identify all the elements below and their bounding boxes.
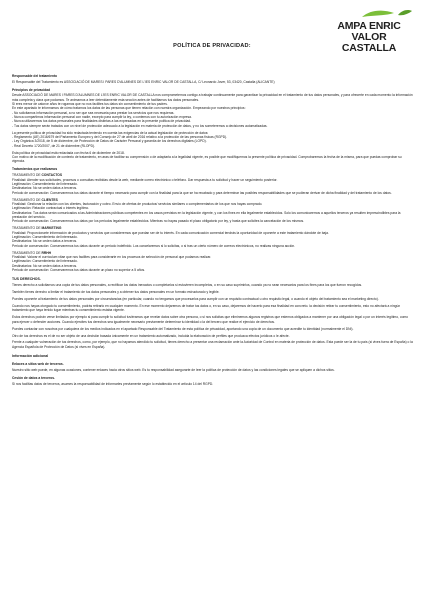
fecha-line: Esta política de privacidad está redactada con fecha 6 de diciembre de 2018. (12, 150, 125, 155)
principios-line: - Nunca compartimos información personal con nadie, excepto para cumplir la ley, o contemos con tu autorización expresa. (12, 115, 192, 120)
cesion-text: Si nos facilitas datos de terceros, asumes la responsabilidad de informarles previamente según lo establecido en el artículo 14 del RGPD. (12, 381, 214, 386)
tratamiento-line: Legitimación: Consentimiento del interesado. (12, 181, 78, 186)
enlaces-heading: Enlaces a sitios web de terceros. (12, 362, 64, 367)
brand-logo (324, 7, 414, 65)
tratamiento-name: RRHH (41, 250, 52, 255)
tratamiento-name: CLIENTES (41, 197, 58, 202)
normativa-line: - Real Decreto 1720/2007, de 21 de diciembre (RLOPD). (12, 143, 96, 148)
principios-line: - Nunca utilizaremos tus datos personales para finalidades distintas a las expresadas en la presente política de privacidad. (12, 119, 192, 124)
tratamiento-line: Destinatarios: Tus datos serán comunicados a las Administraciones públicas competentes en los casos previstos en la legislación vigente, y con los fines en ella legalmente establecidos. Solo los comunicaremos a aquellos terceros ya resulten imprescindibles para la prestación del servicio. (12, 210, 401, 219)
tratamiento-name: MARKETING (41, 226, 62, 231)
logo-line-2: VALOR CASTALLA (341, 31, 397, 54)
tratamiento-line: Destinatarios: No se ceden datos a terceros. (12, 186, 78, 191)
tratamientos-heading: Tratamientos que realizamos (12, 167, 58, 172)
tratamiento-prefix: TRATAMIENTO DE (12, 250, 42, 255)
enlaces-text: Nuestro sitio web puede, en algunas ocasiones, contener enlaces hacia otros sitios web. Es tu responsabilidad asegurarte de leer la política de protección de datos y las condiciones legales que se apliquen a dichos sitios. (12, 367, 335, 372)
tratamiento-prefix: TRATAMIENTO DE (12, 173, 42, 178)
tratamiento-line: Destinatarios: No se ceden datos a terceros. (12, 239, 78, 244)
adicional-heading: Información adicional (12, 354, 49, 359)
tratamiento-line: Finalidad: Valorar el currículum vitae que nos facilites para considerarte en los procesos de selección de personal que podamos realizar. (12, 254, 212, 259)
principios-line: En este apartado te informamos de cómo tratamos los datos de las personas que tienen relación con nuestra organización. Empezando por nuestros principios: (12, 106, 246, 111)
principios-line: - Tus datos siempre serán tratados con un nivel de protección adecuado a la legislación en materia de protección de datos, y no los someteremos a decisiones automatizadas. (12, 123, 268, 128)
tratamiento-line: Legitimación: Relación contractual o interés legítimo. (12, 206, 90, 211)
policy-content (12, 74, 414, 386)
tratamiento-name: CONTACTOS (41, 173, 63, 178)
responsable-heading: Responsable del tratamiento (12, 74, 58, 78)
normativa-line: - Ley Orgánica 3/2018, de 5 de diciembre, de Protección de Datos de Carácter Personal y garantía de los derechos digitales (LOPD). (12, 139, 207, 144)
tratamiento-line: Destinatarios: No se ceden datos a terceros. (12, 263, 78, 268)
cesion-heading: Cesión de datos a terceros. (12, 375, 56, 380)
tratamiento-line: Finalidad: Atender sus solicitudes, procesos o consultas recibidas desde la web, mediante correo electrónico o teléfono. Dar respuesta a tu solicitud y hacer un seguimiento posterior. (12, 177, 278, 182)
derechos-heading: TUS DERECHOS. (12, 277, 41, 282)
responsable-text: El Responsable del Tratamiento es ASSOCIACIÓ DE MARES I PARES D'ALUMNES DE L'IES ENRIC VALOR DE CASTALLA, C/ Leonardo Jover, 53, 03420, Castalla (ALICANTE) (12, 79, 275, 84)
tratamiento-line: Finalidad: Gestionar la relación con los clientes, facturación y cobro. Envío de ofertas de productos/ servicios similares o complementarios de los que nos hayas comprado. (12, 201, 263, 206)
fecha-line: Con motivo de la modificación de contexto de tratamiento, en aras de facilitar su comprensión o de adaptarla a la legalidad vigente, es posible que modifiquemos la presente política de privacidad. Comprobaremos la fecha de la misma, para que puedas comprobar su vigencia. (12, 155, 402, 164)
tratamiento-line: Periodo de conservación: Conservaremos tus datos por los periodos legalmente establecidos. Mientras no hayas pasado el plazo obligatorio por ley, y hasta que solicites la cancelación de los mismos. (12, 219, 305, 224)
normativa-line: La presente política de privacidad ha sido redactada teniendo en cuenta las exigencias de la actual legislación de protección de datos: (12, 130, 209, 135)
derechos-paragraph: Otro de tus derechos es el de no ser objeto de una decisión basada únicamente en un tratamiento automatizado, incluida la elaboración de perfiles que produzca efectos jurídicos o le afecte. (12, 333, 290, 338)
derechos-paragraph: También tienes derecho a limitar el tratamiento de tus datos personales y a obtener tus datos personales en un formato estructurado y legible. (12, 290, 220, 295)
derechos-paragraph: Estos derechos podrán verse limitados por ejemplo si para cumplir tu solicitud tuviéramos que revelar datos sobre otra persona, o si nos solicitas que eliminemos algunos registros que estemos obligados a mantener por una obligación legal o por un interés legítimo, como para ejercer o defender acciones. Cuando ejercites tus derechos sea igualmente necesario previamente determinar tu identidad o la del tercero que realice el ejercicio de derechos. (12, 315, 409, 324)
tratamiento-line: Finalidad: Proporcionarte información de productos y servicios que consideremos que puedan ser de tu interés. En cada comunicación comercial tendrás la oportunidad de oponerte a este tratamiento dándote de baja. (12, 230, 329, 235)
principios-line: Si eres menor de catorce años te rogamos que no nos facilites tus datos sin consentimiento de tus padres. (12, 102, 168, 107)
derechos-paragraph: Tienes derecho a solicitarnos una copia de tus datos personales, a rectificar los datos inexactos o completarlos si estuvieren incompletos, o en su caso suprimirlos, cuando ya no sean necesarios para los fines para los que fueron recogidos. (12, 283, 363, 288)
tratamiento-line: Periodo de conservación: Conservaremos tus datos durante un periodo indefinido. Los cancelaremos si lo solicitas, o si tras un cierto número de correos electrónicos, no realizas ninguna acción. (12, 243, 296, 248)
tratamiento-prefix: TRATAMIENTO DE (12, 197, 42, 202)
principios-line: - No solicitamos información personal, a no ser que sea necesaria para prestar los servicios que nos requieras. (12, 110, 175, 115)
tratamiento-prefix: TRATAMIENTO DE (12, 226, 42, 231)
tratamiento-line: Legitimación: Consentimiento del interesado. (12, 234, 78, 239)
derechos-paragraph: Frente a cualquier vulneración de tus derechos, como, por ejemplo, que no hayamos atendido tu solicitud, tienes derecho a presentar una reclamación ante la Autoridad de Control en materia de protección de datos. Esta puede ser la de tu país (si vives fuera de España) o la Agencia Española de Protección de Datos (si vives en España). (12, 340, 413, 349)
normativa-line: - Reglamento (UE) 2016/679 del Parlamento Europeo y del Consejo de 27 de abril de 2016 relativo a la protección de las personas físicas (RGPD). (12, 135, 228, 140)
logo-line-1: AMPA ENRIC (337, 20, 401, 32)
principios-intro: Desde ASSOCIACIÓ DE MARES I PARES D'ALUMNES DE L'IES ENRIC VALOR DE CASTALLA nos comprometemos contigo a trabajar continuamente para garantizar la privacidad en el tratamiento de tus datos personales, y para ofrecerte en cada momento la información más completa y clara que podamos. Te animamos a leer detenidamente esta sección antes de facilitarnos tus datos personales. (12, 93, 413, 102)
derechos-paragraph: Cuando nos hayas otorgado tu consentimiento, podrás retirarlo en cualquier momento. En ese momento dejaremos de tratar tus datos o, en su caso, dejaremos de hacerlo para esa finalidad en concreto. la decisión retirar tu consentimiento, esto no afectará a ningún tratamiento que haya tenido lugar mientras tu consentimiento estaba vigente. (12, 304, 401, 313)
derechos-paragraph: Puedes oponerte al tratamiento de tus datos personales por circunstancias (en particular, cuando no tengamos que procesarlos para cumplir con un requisito contractual u otro requisito legal, o cuando el objeto del tratamiento sea el marketing directo). (12, 297, 379, 302)
tratamiento-line: Periodo de conservación: Conservaremos tus datos durante el tiempo necesario para cumplir con la finalidad para la que se ha recabado y para determinar las posibles responsabilidades que se pudieran derivar de dicha finalidad y del tratamiento de los datos. (12, 190, 392, 195)
principios-heading: Principios de privacidad (12, 87, 51, 92)
tratamiento-line: Legitimación: Consentimiento del interesado. (12, 259, 78, 264)
tratamiento-line: Periodo de conservación: Conservaremos tus datos durante un plazo no superior a 5 años. (12, 267, 146, 272)
page-title: POLÍTICA DE PRIVACIDAD: (173, 43, 251, 49)
derechos-paragraph: Puedes contactar con nosotros por cualquiera de los medios indicados en el apartado Responsable del Tratamiento de esta política de privacidad, aportando una copia de un documento que acredite tu identidad (normalmente el DNI). (12, 326, 354, 331)
